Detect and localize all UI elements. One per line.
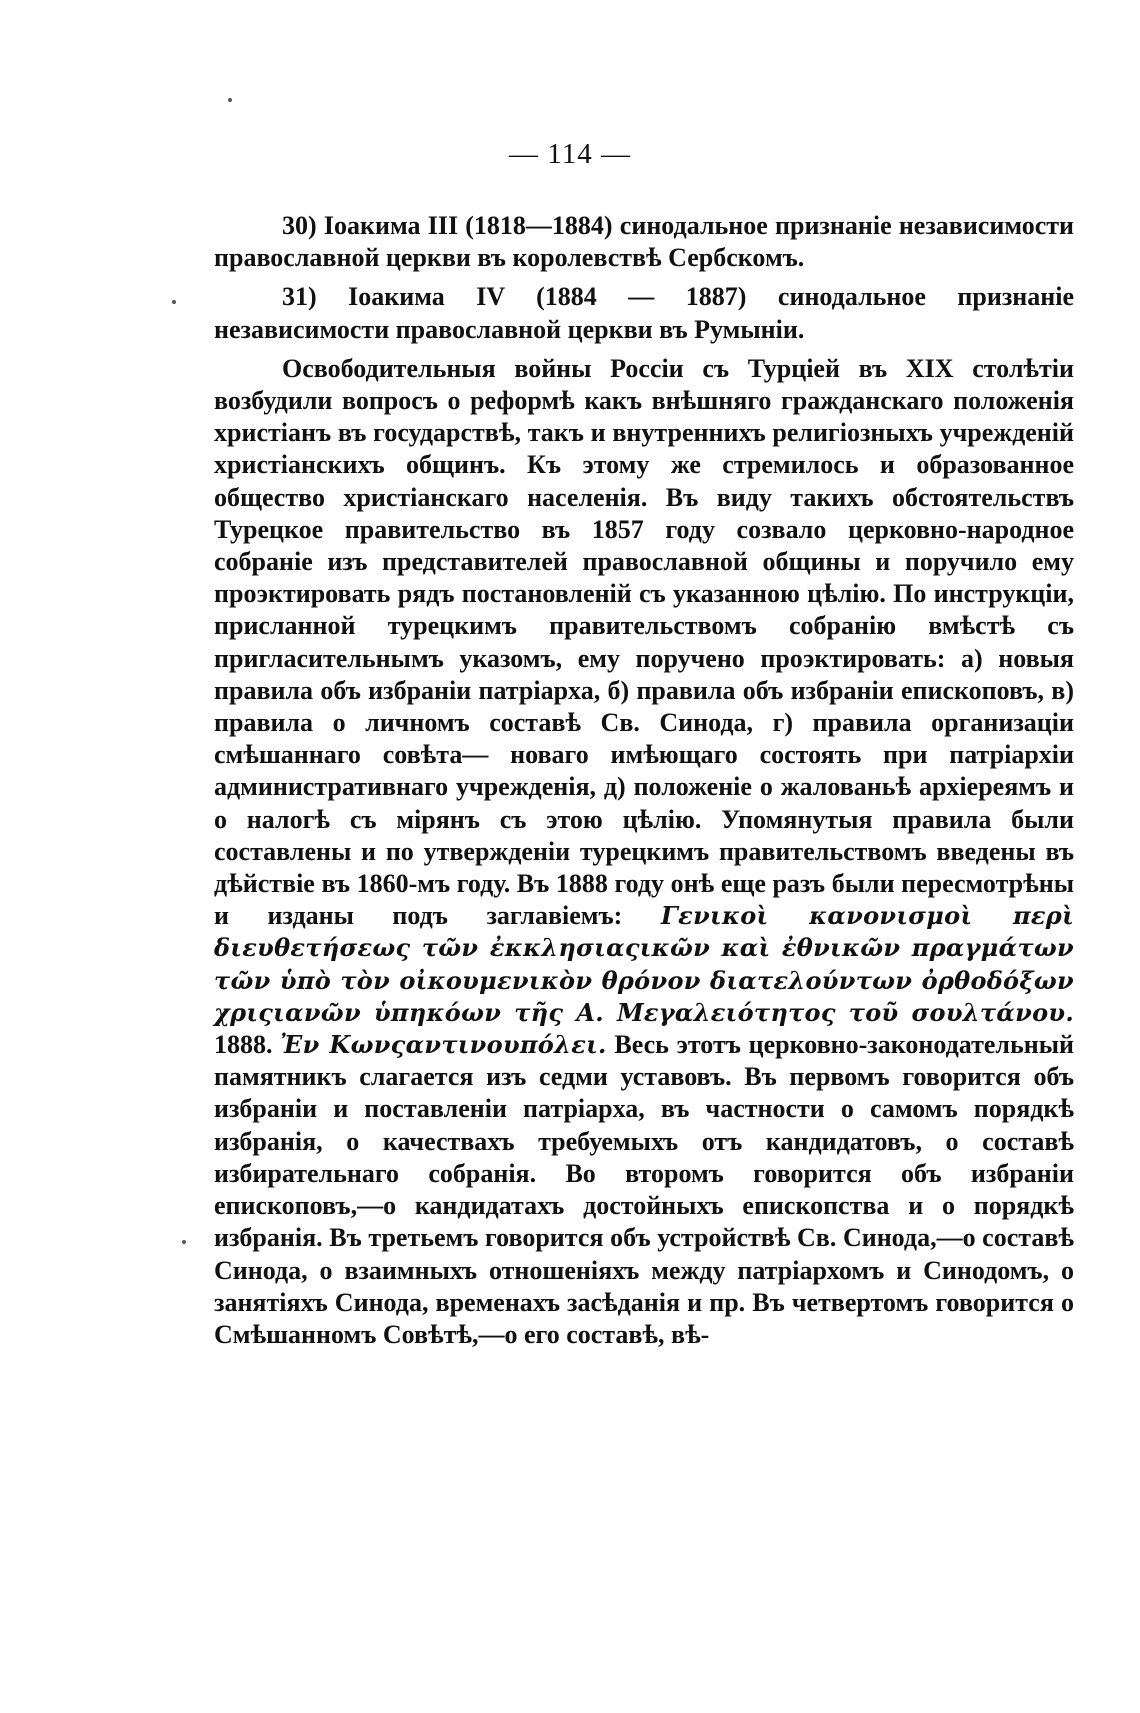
greek-title: Γενικοὶ κανονισμοὶ περὶ διευθετήσεως τῶν ἐκκλησιαςικῶν καὶ ἐθνικῶν πραγμάτων τῶν ὑπὸ τὸν οἰκουμενικὸν θρόνον διατελούντων ὀρθοδόξων χριςιανῶν ὑπηκόων τῆς Α. Μεγαλειότητος τοῦ σουλτάνου. — [214, 901, 1074, 1027]
scan-speck — [172, 300, 176, 304]
scan-speck — [182, 1240, 186, 1244]
main-text-part-2: Весь этотъ церковно-законодательный памятникъ слагается изъ седми уставовъ. Въ первомъ говорится объ избраніи и поставленіи патріарха, въ частности о самомъ порядкѣ избранія, о качествахъ требуемыхъ отъ кандидатовъ, о составѣ избирательнаго собранія. Во второмъ говорится объ избраніи епископовъ,—о кандидатахъ достойныхъ епископства и о порядкѣ избранія. Въ третьемъ говорится объ устройствѣ Св. Синода,—о составѣ Синода, о взаимныхъ отношеніяхъ между патріархомъ и Синодомъ, о занятіяхъ Синода, временахъ засѣданія и пр. Въ четвертомъ говорится о Смѣшанномъ Совѣтѣ,—о его составѣ, вѣ- — [214, 1030, 1074, 1349]
paragraph-30: 30) Іоакима III (1818—1884) синодальное признаніе независимости православной церкви въ королевствѣ Сербскомъ. — [214, 211, 1074, 273]
scan-speck — [228, 98, 232, 102]
main-text-part-1: Освободительныя войны Россіи съ Турціей въ XIX столѣтіи возбудили вопросъ о реформѣ какъ внѣшняго гражданскаго положенія христіанъ въ государствѣ, такъ и внутреннихъ религіозныхъ учрежденій христіанскихъ общинъ. Къ этому же стремилось и образованное общество христіанскаго населенія. Въ виду такихъ обстоятельствъ Турецкое правительство въ 1857 году созвало церковно-народное собраніе изъ представителей православной общины и поручило ему проэктировать рядъ постановленій съ указанною цѣлію. По инструкціи, присланной турецкимъ правительствомъ собранію вмѣстѣ съ пригласительнымъ указомъ, ему поручено проэктировать: а) новыя правила объ избраніи патріарха, б) правила объ избраніи епископовъ, в) правила о личномъ составѣ Св. Синода, г) правила организаціи смѣшаннаго совѣта— новаго имѣющаго состоять при патріархіи административнаго учрежденія, д) положеніе о жалованьѣ архіереямъ и о налогѣ съ мірянъ съ этою цѣлію. Упомянутыя правила были составлены и по утвержденіи турецкимъ правительствомъ введены въ дѣйствіе въ 1860-мъ году. Въ 1888 году онѣ еще разъ были пересмотрѣны и изданы подъ заглавіемъ: — [214, 353, 1074, 931]
greek-place: Ἐν Κωνςαντινουπόλει. — [280, 1030, 607, 1060]
paragraph-main — [214, 353, 1074, 1351]
main-text-year: 1888. — [214, 1030, 281, 1060]
body-text — [214, 210, 1074, 1358]
paragraph-31: 31) Іоакима IV (1884 — 1887) синодальное признаніе независимости православной церкви въ Румыніи. — [214, 282, 1074, 344]
page-number: — 114 — — [509, 138, 631, 170]
